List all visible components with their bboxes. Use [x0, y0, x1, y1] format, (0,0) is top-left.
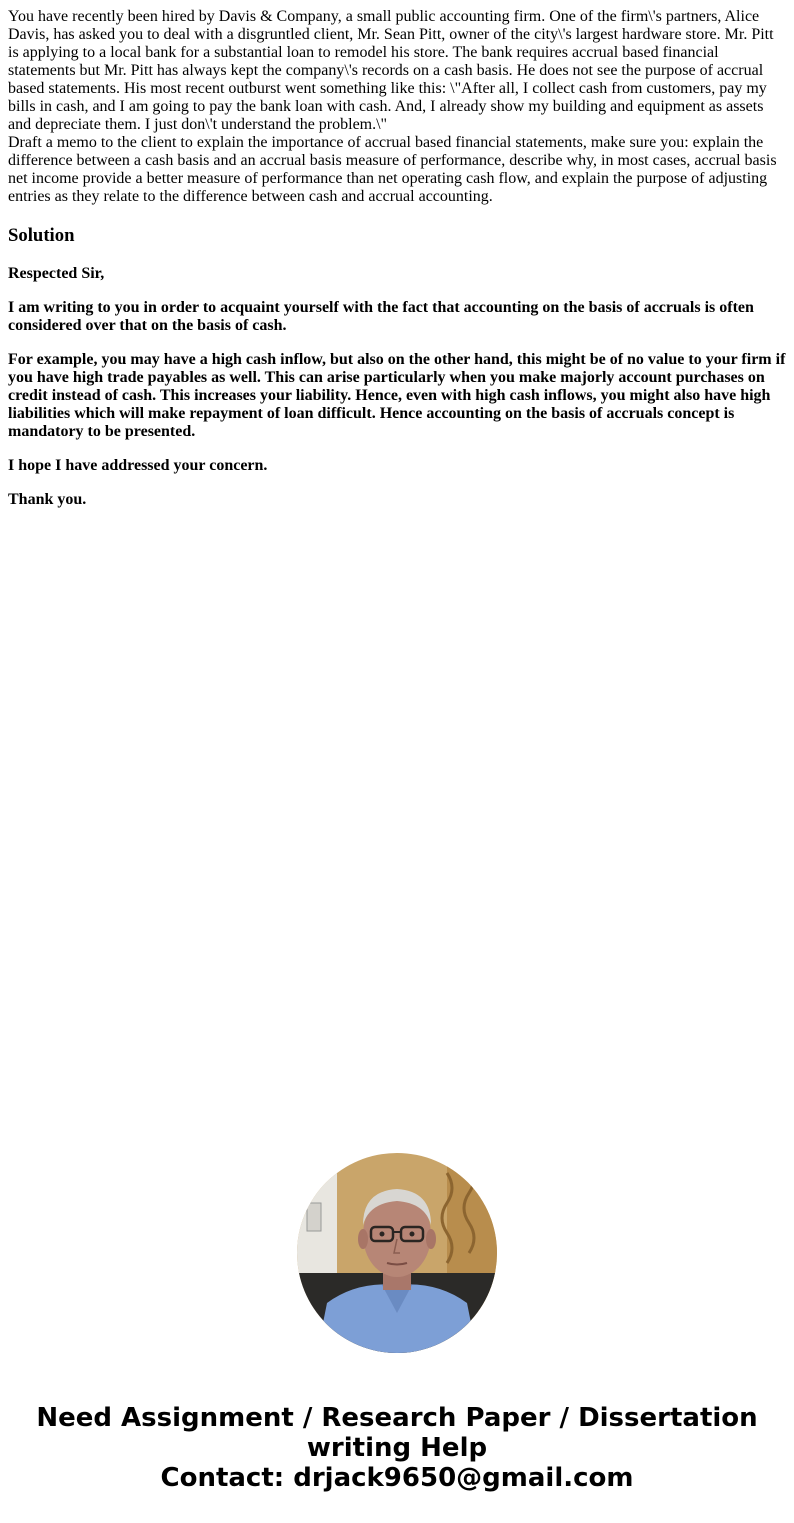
promo-line-2: writing Help [306, 1433, 488, 1463]
promo-banner [0, 1403, 794, 1493]
person-photo-icon [297, 1153, 497, 1353]
author-photo [297, 1153, 497, 1353]
solution-paragraph-3: I hope I have addressed your concern. [8, 457, 268, 474]
question-paragraph-2: Draft a memo to the client to explain the importance of accrual based financial statements, make sure you: explain the difference between a cash basis and an accrual basis measure of performance, describe why, in most cases, accrual basis net income provide a better measure of performance than net operating cash flow, and explain the purpose of adjusting entries as they relate to the difference between cash and accrual accounting. [8, 134, 777, 205]
solution-paragraph-1: I am writing to you in order to acquaint yourself with the fact that accounting on the basis of accruals is often considered over that on the basis of cash. [8, 299, 754, 334]
promo-contact[interactable]: Contact: drjack9650@gmail.com [160, 1463, 634, 1493]
promo-line-1: Need Assignment / Research Paper / Dissertation [36, 1403, 758, 1433]
solution-paragraph-2: For example, you may have a high cash inflow, but also on the other hand, this might be of no value to your firm if you have high trade payables as well. This can arise particularly when you make majorly account purchases on credit instead of cash. This increases your liability. Hence, even with high cash inflows, you might also have high liabilities which will make repayment of loan difficult. Hence accounting on the basis of accruals concept is mandatory to be presented. [8, 351, 786, 440]
solution-closing: Thank you. [8, 491, 87, 508]
document-body [8, 8, 786, 525]
solution-greeting: Respected Sir, [8, 265, 105, 282]
solution-text [8, 265, 786, 509]
question-text [8, 8, 786, 206]
solution-heading: Solution [8, 225, 75, 246]
question-paragraph-1: You have recently been hired by Davis & Company, a small public accounting firm. One of the firm\'s partners, Alice Davis, has asked you to deal with a disgruntled client, Mr. Sean Pitt, owner of the city\'s largest hardware store. Mr. Pitt is applying to a local bank for a substantial loan to remodel his store. The bank requires accrual based financial statements but Mr. Pitt has always kept the company\'s records on a cash basis. He does not see the purpose of accrual based statements. His most recent outburst went something like this: \"After all, I collect cash from customers, pay my bills in cash, and I am going to pay the bank loan with cash. And, I already show my building and equipment as assets and depreciate them. I just don\'t understand the problem.\" [8, 8, 774, 133]
